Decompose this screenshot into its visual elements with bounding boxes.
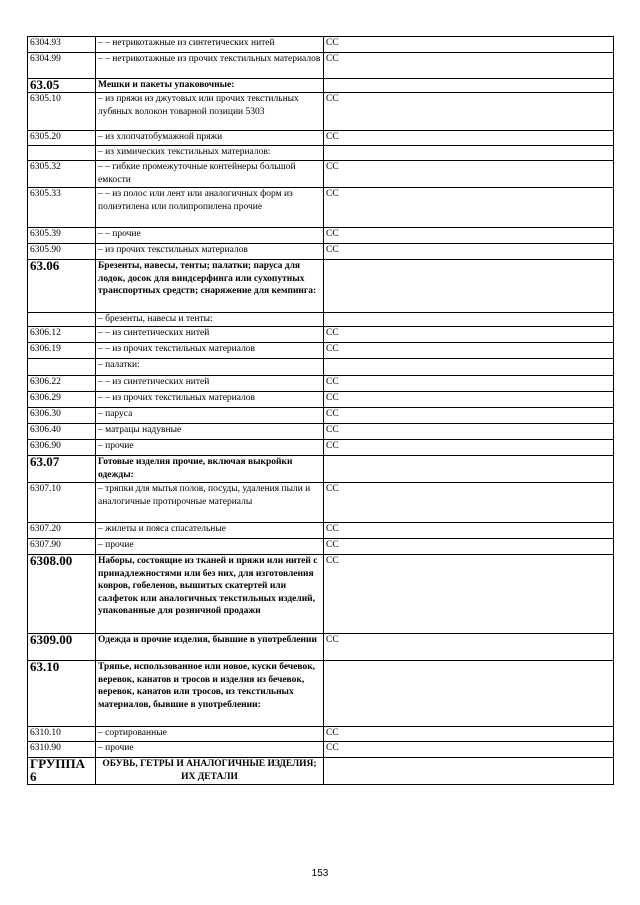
description-cell: – прочие (96, 539, 324, 555)
description-cell: – из хлопчатобумажной пряжи (96, 131, 324, 146)
tariff-code-cell: 6305.32 (28, 161, 96, 188)
table-row (28, 359, 614, 376)
description-cell: – прочие (96, 440, 324, 456)
certification-cell: CC (324, 228, 614, 244)
description-cell: – матрацы надувные (96, 424, 324, 440)
description-cell: – из прочих текстильных материалов (96, 244, 324, 260)
table-row (28, 161, 614, 188)
tariff-code-cell: 6305.10 (28, 93, 96, 131)
table-row (28, 313, 614, 327)
description-cell: Брезенты, навесы, тенты; палатки; паруса для лодок, досок для виндсерфинга или сухопутных транспортных средств; снаряжение для кемпинга: (96, 260, 324, 313)
table-row (28, 727, 614, 742)
certification-cell: CC (324, 131, 614, 146)
tariff-code-cell (28, 359, 96, 376)
description-cell: ОБУВЬ, ГЕТРЫ И АНАЛОГИЧНЫЕ ИЗДЕЛИЯ; ИХ ДЕТАЛИ (96, 758, 324, 785)
tariff-code-cell: 6306.29 (28, 392, 96, 408)
tariff-code-cell: 6306.40 (28, 424, 96, 440)
page-number: 153 (311, 868, 329, 879)
table-row (28, 93, 614, 131)
description-cell: Готовые изделия прочие, включая выкройки одежды: (96, 456, 324, 483)
tariff-code-cell: 6306.30 (28, 408, 96, 424)
table-row (28, 327, 614, 343)
description-cell: – – нетрикотажные из синтетических нитей (96, 37, 324, 53)
tariff-code-cell: ГРУППА 6 (28, 758, 96, 785)
certification-cell: CC (324, 376, 614, 392)
description-cell: – паруса (96, 408, 324, 424)
description-cell: – сортированные (96, 727, 324, 742)
certification-cell (324, 260, 614, 313)
description-cell: – – прочие (96, 228, 324, 244)
table-row (28, 146, 614, 161)
table-row (28, 392, 614, 408)
table-row (28, 244, 614, 260)
tariff-code-cell: 63.10 (28, 661, 96, 727)
tariff-code-cell: 6306.22 (28, 376, 96, 392)
certification-cell: CC (324, 634, 614, 661)
tariff-table-body (28, 37, 614, 785)
certification-cell (324, 313, 614, 327)
table-row (28, 188, 614, 228)
description-cell: – – из прочих текстильных материалов (96, 392, 324, 408)
certification-cell: CC (324, 392, 614, 408)
certification-cell: CC (324, 727, 614, 742)
tariff-code-cell: 6305.90 (28, 244, 96, 260)
certification-cell: CC (324, 523, 614, 539)
certification-cell: CC (324, 161, 614, 188)
tariff-code-cell: 6310.10 (28, 727, 96, 742)
certification-cell: CC (324, 424, 614, 440)
table-row (28, 456, 614, 483)
certification-cell: CC (324, 327, 614, 343)
description-cell: – тряпки для мытья полов, посуды, удаления пыли и аналогичные протирочные материалы (96, 483, 324, 523)
tariff-code-cell: 6307.10 (28, 483, 96, 523)
tariff-code-cell: 6306.19 (28, 343, 96, 359)
tariff-code-cell: 6308.00 (28, 555, 96, 634)
certification-cell (324, 758, 614, 785)
tariff-code-cell: 6307.20 (28, 523, 96, 539)
tariff-code-cell: 6304.99 (28, 53, 96, 79)
table-row (28, 79, 614, 93)
table-row (28, 758, 614, 785)
table-row (28, 440, 614, 456)
certification-cell: CC (324, 244, 614, 260)
description-cell: – – из прочих текстильных материалов (96, 343, 324, 359)
certification-cell: CC (324, 53, 614, 79)
tariff-code-cell: 6310.90 (28, 742, 96, 758)
certification-cell: CC (324, 93, 614, 131)
table-row (28, 228, 614, 244)
tariff-code-cell: 6309.00 (28, 634, 96, 661)
table-row (28, 343, 614, 359)
table-row (28, 523, 614, 539)
certification-cell (324, 79, 614, 93)
description-cell: – жилеты и пояса спасательные (96, 523, 324, 539)
certification-cell: CC (324, 742, 614, 758)
description-cell: – из химических текстильных материалов: (96, 146, 324, 161)
table-row (28, 634, 614, 661)
description-cell: – – из синтетических нитей (96, 376, 324, 392)
description-cell: Мешки и пакеты упаковочные: (96, 79, 324, 93)
table-row (28, 742, 614, 758)
tariff-code-cell (28, 313, 96, 327)
certification-cell (324, 359, 614, 376)
table-row (28, 483, 614, 523)
table-row (28, 37, 614, 53)
table-row (28, 661, 614, 727)
certification-cell: CC (324, 188, 614, 228)
table-row (28, 376, 614, 392)
description-cell: – прочие (96, 742, 324, 758)
table-row (28, 424, 614, 440)
table-row (28, 539, 614, 555)
certification-cell: CC (324, 440, 614, 456)
certification-cell: CC (324, 37, 614, 53)
tariff-code-cell: 6305.33 (28, 188, 96, 228)
tariff-code-cell: 6306.90 (28, 440, 96, 456)
tariff-code-cell: 63.05 (28, 79, 96, 93)
tariff-code-cell: 6304.93 (28, 37, 96, 53)
tariff-code-cell: 6305.20 (28, 131, 96, 146)
description-cell: – брезенты, навесы и тенты: (96, 313, 324, 327)
certification-cell: CC (324, 539, 614, 555)
certification-cell: CC (324, 408, 614, 424)
tariff-code-cell: 6307.90 (28, 539, 96, 555)
tariff-code-cell: 63.07 (28, 456, 96, 483)
description-cell: Наборы, состоящие из тканей и пряжи или нитей с принадлежностями или без них, для изготовления ковров, гобеленов, вышитых скатертей или салфеток или аналогичных текстильных изделий, упакованные для розничной продажи (96, 555, 324, 634)
description-cell: – из пряжи из джутовых или прочих текстильных лубяных волокон товарной позиции 5303 (96, 93, 324, 131)
description-cell: – палатки: (96, 359, 324, 376)
tariff-code-cell: 6305.39 (28, 228, 96, 244)
certification-cell (324, 146, 614, 161)
tariff-code-cell: 6306.12 (28, 327, 96, 343)
tariff-code-cell: 63.06 (28, 260, 96, 313)
description-cell: Одежда и прочие изделия, бывшие в употреблении (96, 634, 324, 661)
table-row (28, 53, 614, 79)
table-row (28, 408, 614, 424)
certification-cell: CC (324, 555, 614, 634)
description-cell: – – из полос или лент или аналогичных форм из полиэтилена или полипропилена прочие (96, 188, 324, 228)
description-cell: – – гибкие промежуточные контейнеры большой емкости (96, 161, 324, 188)
tariff-code-cell (28, 146, 96, 161)
certification-cell: CC (324, 343, 614, 359)
table-row (28, 260, 614, 313)
table-row (28, 555, 614, 634)
description-cell: – – нетрикотажные из прочих текстильных материалов (96, 53, 324, 79)
tariff-table (27, 36, 614, 785)
description-cell: – – из синтетических нитей (96, 327, 324, 343)
table-row (28, 131, 614, 146)
certification-cell (324, 456, 614, 483)
description-cell: Тряпье, использованное или новое, куски бечевок, веревок, канатов и тросов и изделия из бечевок, веревок, канатов или тросов, из текстильных материалов, бывшие в употреблении: (96, 661, 324, 727)
certification-cell (324, 661, 614, 727)
certification-cell: CC (324, 483, 614, 523)
